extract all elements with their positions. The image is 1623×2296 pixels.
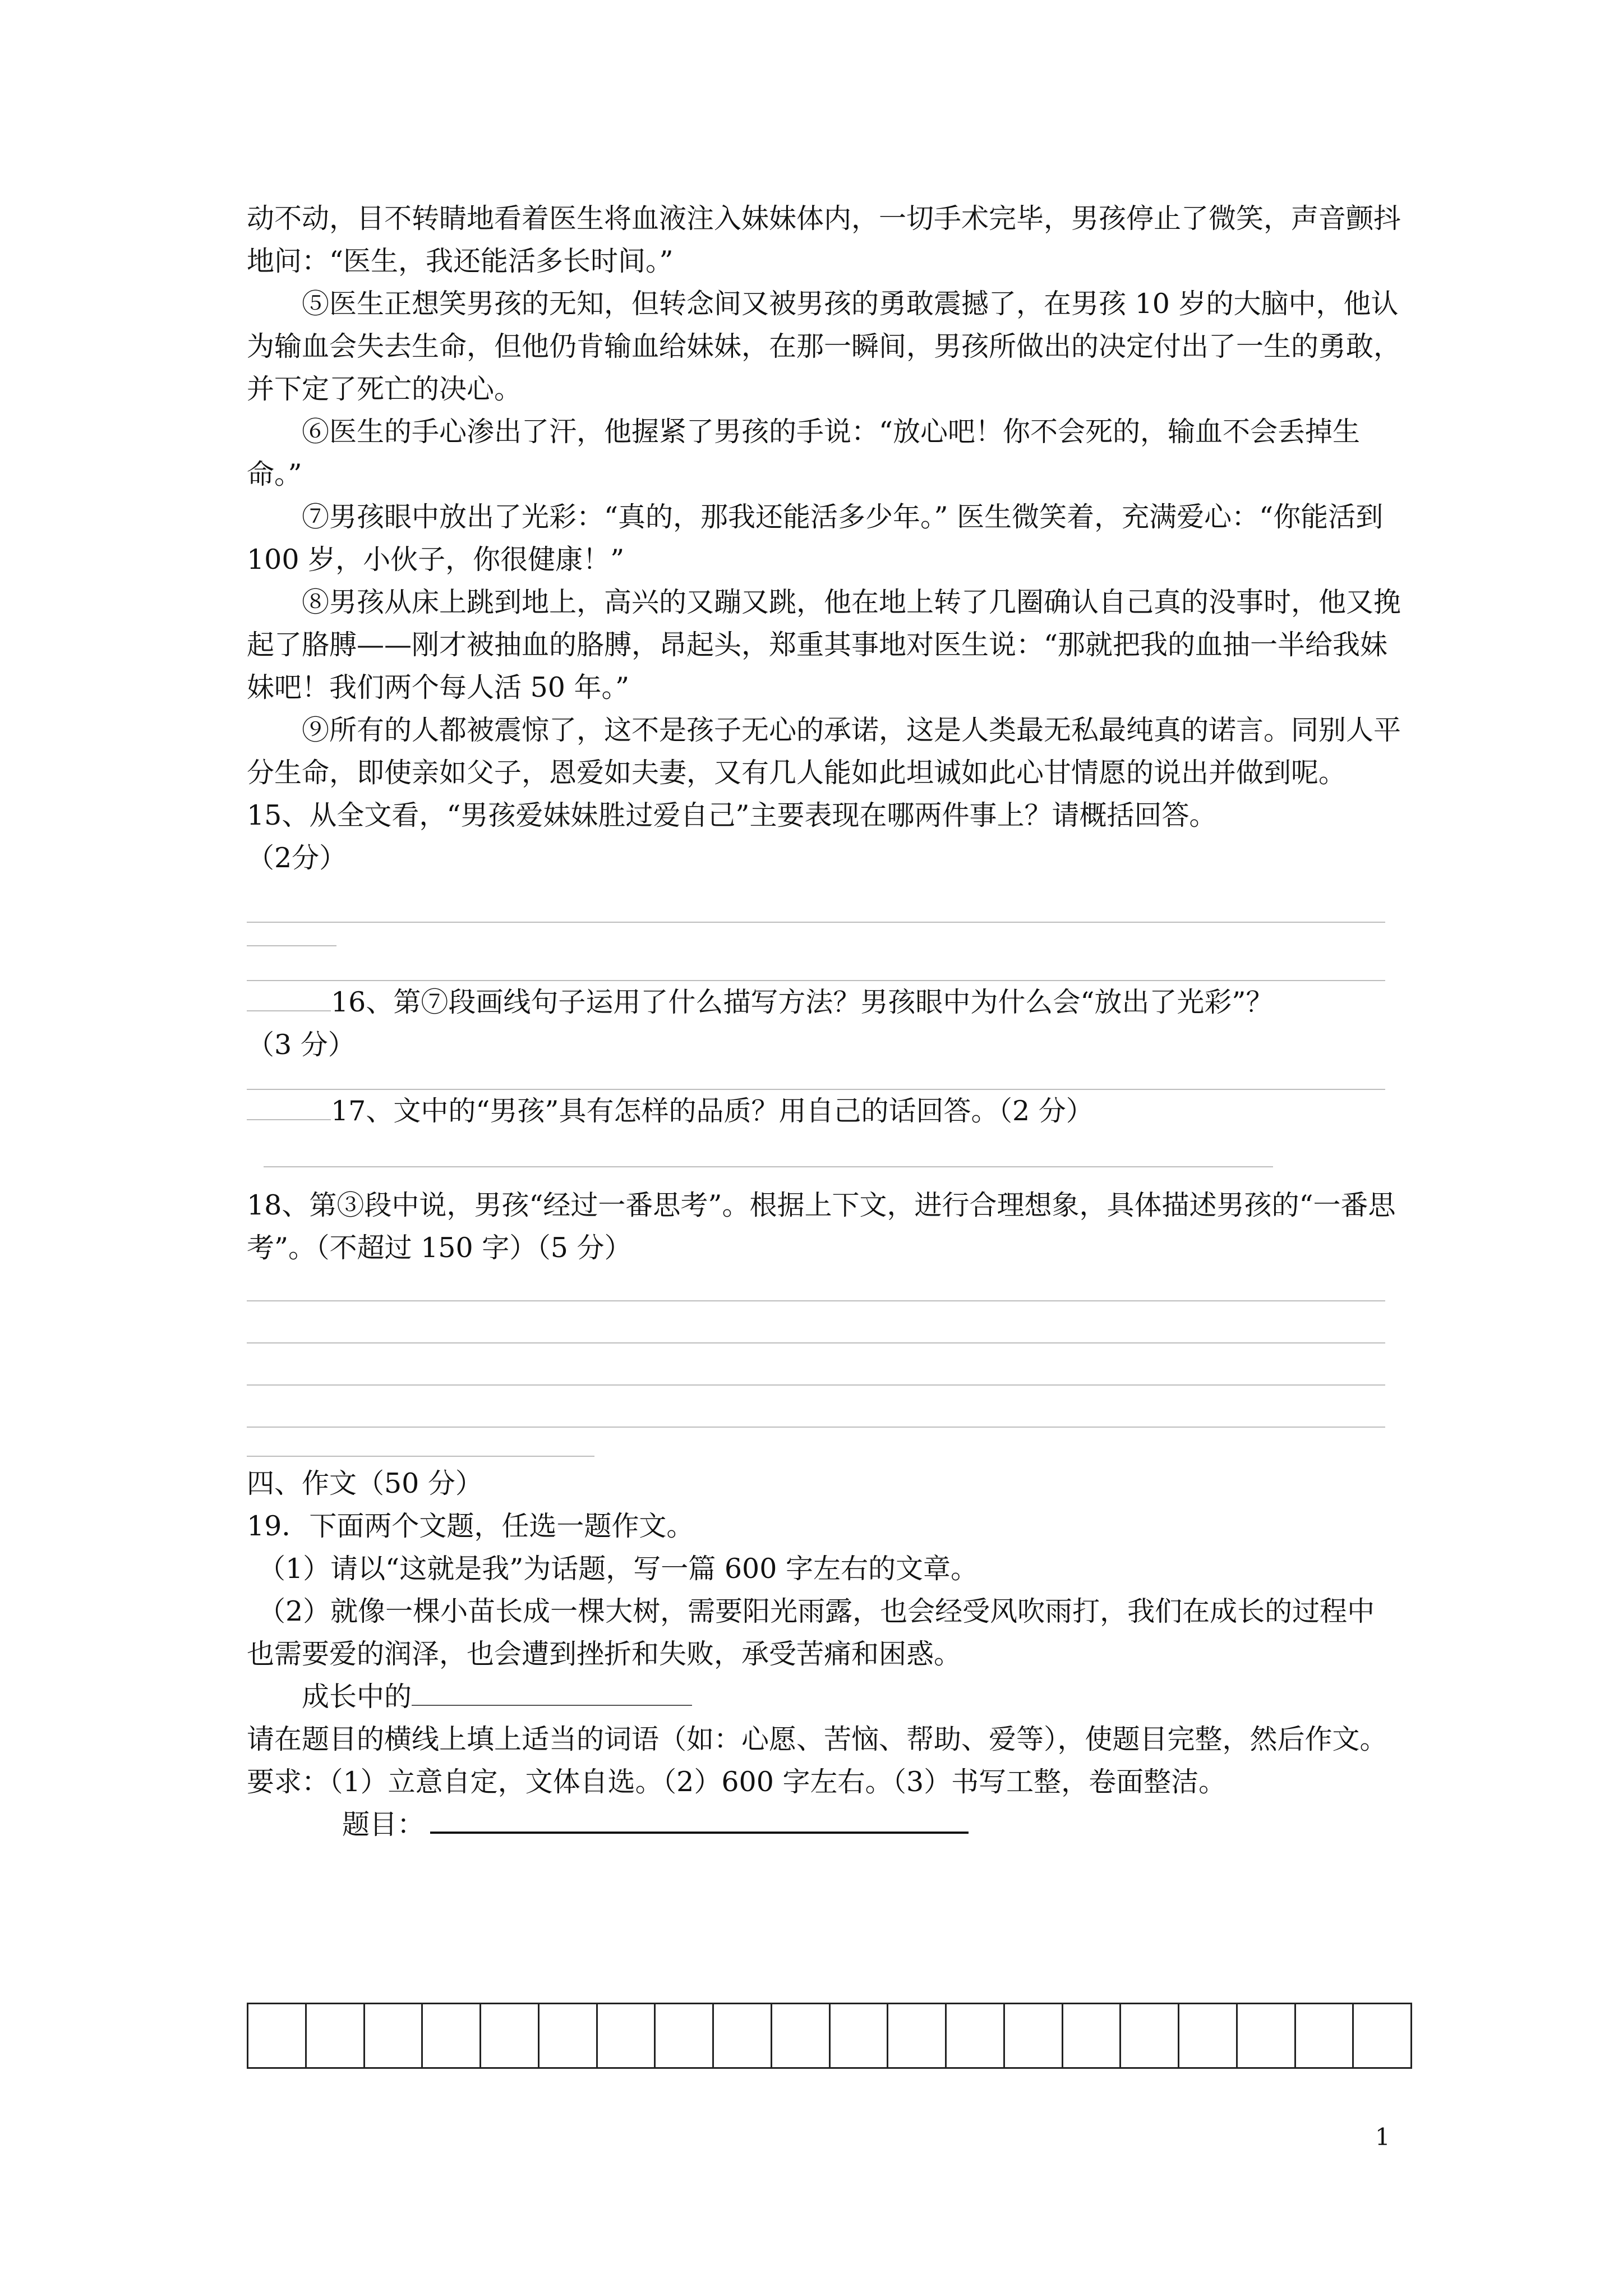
writing-grid-cell[interactable] xyxy=(365,2004,423,2067)
answer-line-18a[interactable] xyxy=(247,1269,1385,1301)
writing-grid-cell[interactable] xyxy=(714,2004,772,2067)
answer-line-18d[interactable] xyxy=(247,1386,1385,1428)
question-17: 17、文中的“男孩”具有怎样的品质？用自己的话回答。（2 分） xyxy=(331,1095,1094,1127)
writing-grid-cell[interactable] xyxy=(1238,2004,1296,2067)
question-16-score: （3 分） xyxy=(247,1029,356,1061)
writing-grid-cell[interactable] xyxy=(540,2004,598,2067)
paragraph-9: ⑨所有的人都被震惊了，这不是孩子无心的承诺，这是人类最无私最纯真的诺言。同别人平分生命，即使亲如父子，恩爱如夫妻，又有几人能如此坦诚如此心甘情愿的说出并做到呢。 xyxy=(247,714,1401,789)
essay-section-title: 四、作文（50 分） xyxy=(247,1467,483,1499)
writing-grid-cell[interactable] xyxy=(1121,2004,1179,2067)
answer-line-15a[interactable] xyxy=(247,880,1385,923)
paragraph-7: ⑦男孩眼中放出了光彩：“真的，那我还能活多少年。” 医生微笑着，充满爱心：“你能活到 100 岁，小伙子，你很健康！” xyxy=(247,501,1384,576)
paragraph-6: ⑥医生的手心渗出了汗，他握紧了男孩的手说：“放心吧！你不会死的，输血不会丢掉生命。” xyxy=(247,416,1361,490)
essay-prompt-title: 成长中的 xyxy=(302,1681,412,1713)
essay-option-2: （2）就像一棵小苗长成一棵大树，需要阳光雨露，也会经受风吹雨打，我们在成长的过程中也需要爱的润泽，也会遭到挫折和失败，承受苦痛和困惑。 xyxy=(247,1595,1375,1670)
essay-title-blank[interactable] xyxy=(412,1678,692,1706)
answer-line-18e[interactable] xyxy=(247,1428,594,1457)
question-15-score: （2分） xyxy=(247,842,347,874)
writing-grid-cell[interactable] xyxy=(1063,2004,1122,2067)
paragraph-5: ⑤医生正想笑男孩的无知，但转念间又被男孩的勇敢震撼了，在男孩 10 岁的大脑中，他认为输血会失去生命，但他仍肯输血给妹妹，在那一瞬间，男孩所做出的决定付出了一生的勇敢，并下定了死亡的决心。 xyxy=(247,288,1401,405)
question-15: 15、从全文看，“男孩爱妹妹胜过爱自己”主要表现在哪两件事上？请概括回答。 xyxy=(247,799,1217,831)
exam-content xyxy=(247,197,1402,1846)
question-16: 16、第⑦段画线句子运用了什么描写方法？男孩眼中为什么会“放出了光彩”？ xyxy=(331,986,1274,1018)
answer-blank-16b[interactable] xyxy=(247,1097,331,1120)
writing-grid-cell[interactable] xyxy=(772,2004,831,2067)
writing-grid-cell[interactable] xyxy=(1354,2004,1410,2067)
writing-grid-cell[interactable] xyxy=(1296,2004,1354,2067)
writing-grid-cell[interactable] xyxy=(248,2004,307,2067)
writing-grid-cell[interactable] xyxy=(888,2004,947,2067)
writing-grid-cell[interactable] xyxy=(598,2004,656,2067)
essay-instruction: 请在题目的横线上填上适当的词语（如：心愿、苦恼、帮助、爱等），使题目完整，然后作文。 xyxy=(247,1723,1387,1755)
writing-grid-cell[interactable] xyxy=(307,2004,365,2067)
writing-grid xyxy=(247,2003,1412,2069)
answer-line-15c[interactable] xyxy=(247,946,1385,981)
answer-line-18c[interactable] xyxy=(247,1343,1385,1386)
essay-requirements: 要求：（1）立意自定，文体自选。（2）600 字左右。（3）书写工整，卷面整洁。 xyxy=(247,1766,1227,1798)
answer-line-18b[interactable] xyxy=(247,1301,1385,1343)
writing-grid-cell[interactable] xyxy=(1005,2004,1063,2067)
writing-grid-cell[interactable] xyxy=(947,2004,1005,2067)
writing-grid-cell[interactable] xyxy=(1179,2004,1238,2067)
question-19: 19．下面两个文题，任选一题作文。 xyxy=(247,1510,694,1542)
page-number: 1 xyxy=(1375,2123,1390,2151)
essay-option-1: （1）请以“这就是我”为话题，写一篇 600 字左右的文章。 xyxy=(258,1553,978,1585)
essay-title-label: 题目： xyxy=(342,1809,425,1841)
paragraph-8: ⑧男孩从床上跳到地上，高兴的又蹦又跳，他在地上转了几圈确认自己真的没事时，他又挽起了胳膊——刚才被抽血的胳膊，昂起头，郑重其事地对医生说：“那就把我的血抽一半给我妹妹吧！我们两个每人活 50 年。” xyxy=(247,586,1401,703)
writing-grid-cell[interactable] xyxy=(831,2004,889,2067)
paragraph-4-continuation: 动不动，目不转睛地看着医生将血液注入妹妹体内，一切手术完毕，男孩停止了微笑，声音颤抖地问：“医生，我还能活多长时间。” xyxy=(247,203,1401,277)
answer-line-15b[interactable] xyxy=(247,923,336,946)
writing-grid-cell[interactable] xyxy=(423,2004,481,2067)
question-18: 18、第③段中说，男孩“经过一番思考”。根据上下文，进行合理想象，具体描述男孩的“一番思考”。（不超过 150 字）（5 分） xyxy=(247,1189,1396,1264)
answer-line-17[interactable] xyxy=(264,1133,1273,1167)
answer-blank-15d[interactable] xyxy=(247,988,331,1011)
answer-line-16[interactable] xyxy=(247,1066,1385,1090)
essay-title-input-line[interactable] xyxy=(430,1806,969,1834)
writing-grid-cell[interactable] xyxy=(656,2004,714,2067)
writing-grid-cell[interactable] xyxy=(481,2004,540,2067)
